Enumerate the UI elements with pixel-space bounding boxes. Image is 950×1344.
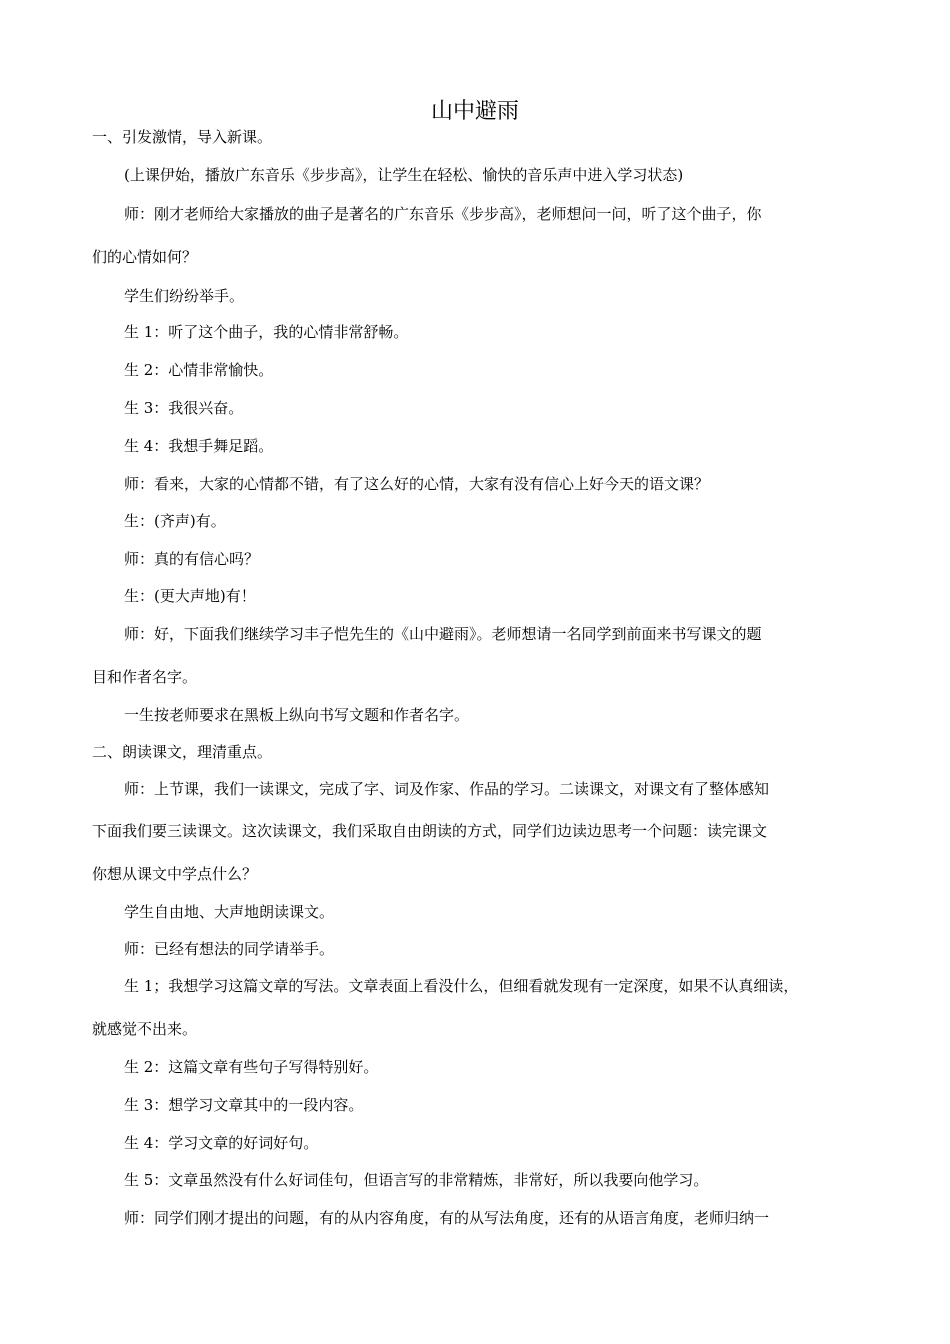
paragraph-line: 目和作者名字。: [92, 668, 198, 686]
paragraph-line: 师：看来，大家的心情都不错，有了这么好的心情，大家有没有信心上好今天的语文课？: [124, 475, 710, 493]
paragraph-line: 师：刚才老师给大家播放的曲子是著名的广东音乐《步步高》，老师想问一问，听了这个曲子，你: [124, 205, 762, 223]
paragraph-line: 师：已经有想法的同学请举手。: [124, 940, 335, 958]
paragraph-line: 你想从课文中学点什么？: [92, 865, 258, 883]
paragraph-line: 就感觉不出来。: [92, 1020, 198, 1038]
paragraph-line: 师：好，下面我们继续学习丰子恺先生的《山中避雨》。老师想请一名同学到前面来书写课文的题: [124, 625, 762, 643]
paragraph-line: 生：(更大声地)有！: [124, 587, 256, 605]
paragraph-line: 生 2：这篇文章有些句子写得特别好。: [124, 1058, 379, 1076]
paragraph-line: 生 5：文章虽然没有什么好词佳句，但语言写的非常精炼，非常好，所以我要向他学习。: [124, 1171, 709, 1189]
paragraph-line: 师：同学们刚才提出的问题，有的从内容角度，有的从写法角度，还有的从语言角度，老师归纳一: [124, 1209, 770, 1227]
paragraph-line: 学生自由地、大声地朗读课文。: [124, 903, 335, 921]
document-title: 山中避雨: [430, 99, 519, 124]
paragraph-line: 生：(齐声)有。: [124, 512, 226, 530]
paragraph-line: (上课伊始，播放广东音乐《步步高》，让学生在轻松、愉快的音乐声中进入学习状态): [124, 166, 684, 184]
paragraph-line: 一生按老师要求在黑板上纵向书写文题和作者名字。: [124, 706, 470, 724]
paragraph-line: 学生们纷纷举手。: [124, 287, 245, 305]
paragraph-line: 生 2：心情非常愉快。: [124, 361, 274, 379]
section-heading: 一、引发激情，导入新课。: [92, 128, 273, 146]
paragraph-line: 生 1：听了这个曲子，我的心情非常舒畅。: [124, 323, 409, 341]
paragraph-line: 生 4：我想手舞足蹈。: [124, 437, 274, 455]
section-heading: 二、朗读课文，理清重点。: [92, 743, 273, 761]
paragraph-line: 生 3：想学习文章其中的一段内容。: [124, 1096, 364, 1114]
paragraph-line: 们的心情如何？: [92, 248, 198, 266]
paragraph-line: 生 1；我想学习这篇文章的写法。文章表面上看没什么，但细看就发现有一定深度，如果不认真细读，: [124, 977, 799, 995]
paragraph-line: 生 4：学习文章的好词好句。: [124, 1134, 319, 1152]
paragraph-line: 师：上节课，我们一读课文，完成了字、词及作家、作品的学习。二读课文，对课文有了整体感知: [124, 780, 770, 798]
paragraph-line: 师：真的有信心吗？: [124, 550, 260, 568]
paragraph-line: 生 3：我很兴奋。: [124, 399, 244, 417]
paragraph-line: 下面我们要三读课文。这次读课文，我们采取自由朗读的方式，同学们边读边思考一个问题：读完课文: [92, 822, 768, 840]
